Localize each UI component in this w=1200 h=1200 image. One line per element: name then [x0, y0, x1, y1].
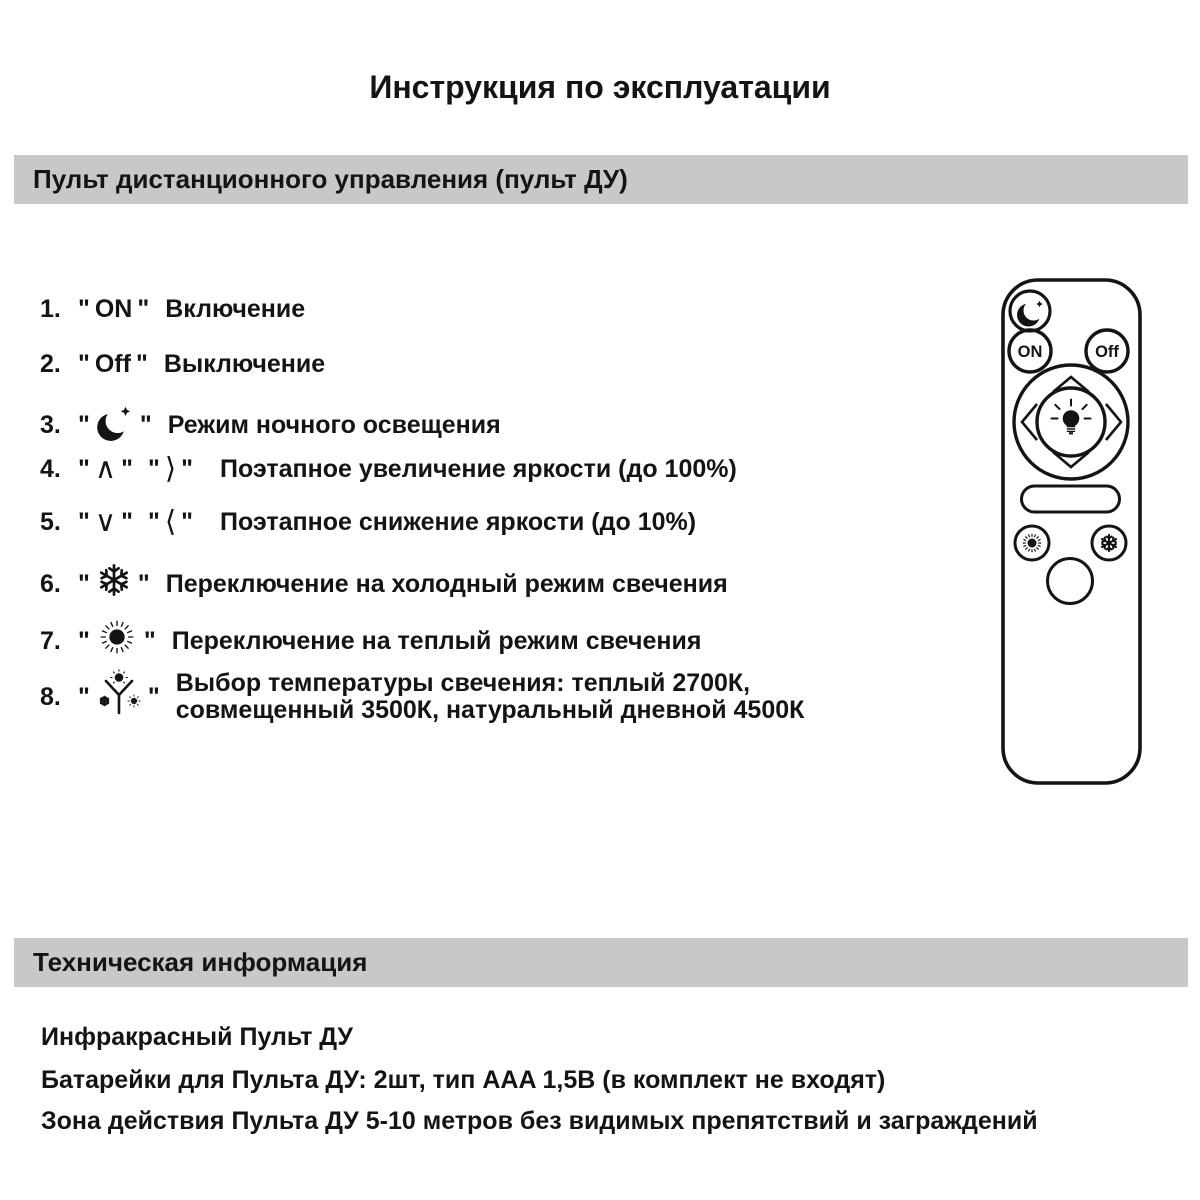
quote-mark: " [137, 569, 150, 598]
remote-dpad [1014, 365, 1128, 479]
down-arrow-icon: ∨ [94, 506, 117, 538]
quote-mark: " [121, 508, 133, 536]
quote-mark: " [78, 569, 90, 598]
section-header-tech-label: Техническая информация [33, 947, 368, 977]
quote-mark: " [135, 350, 148, 378]
item-number: 6. [40, 569, 61, 598]
section-header-tech [14, 938, 1188, 987]
remote-warm-mode-button [1015, 526, 1049, 560]
color-temperature-icon [96, 668, 142, 725]
instruction-item-cool-mode [40, 562, 728, 605]
item-description-line2: совмещенный 3500К, натуральный дневной 4500К [175, 695, 805, 724]
off-label: Off [94, 350, 131, 378]
snowflake-icon [1102, 535, 1116, 551]
on-label: ON [94, 295, 133, 323]
item-number: 8. [40, 682, 61, 711]
item-number: 7. [40, 626, 61, 655]
item-description: Режим ночного освещения [167, 410, 501, 439]
snowflake-icon [96, 562, 132, 605]
remote-on-button [1009, 330, 1051, 372]
instruction-item-off [40, 349, 325, 379]
item-number: 3. [40, 410, 61, 439]
instruction-item-brightness-up [40, 454, 737, 484]
instruction-item-warm-mode [40, 616, 701, 665]
quote-mark: " [139, 410, 152, 439]
remote-cool-mode-button [1092, 526, 1126, 560]
remote-control-illustration [999, 276, 1144, 787]
instruction-item-night-mode [40, 400, 501, 449]
up-arrow-icon: ∧ [94, 453, 117, 485]
quote-mark: " [181, 455, 193, 483]
quote-mark: " [78, 455, 90, 483]
warm-sun-icon [96, 616, 138, 665]
crescent-moon-icon [96, 400, 134, 449]
right-arrow-icon [1106, 404, 1121, 440]
item-description: Переключение на теплый режим свечения [171, 626, 702, 655]
tech-line-range: Зона действия Пульта ДУ 5-10 метров без видимых препятствий и заграждений [41, 1107, 1038, 1135]
quote-mark: " [143, 626, 156, 655]
light-bulb-icon [1052, 400, 1091, 435]
instruction-item-temperature-select [40, 668, 936, 725]
item-description: Включение [165, 295, 306, 323]
item-description: Поэтапное увеличение яркости (до 100%) [220, 455, 737, 483]
quote-mark: " [181, 508, 193, 536]
quote-mark: " [78, 682, 90, 711]
section-header-remote [14, 155, 1188, 204]
quote-mark: " [147, 508, 160, 536]
tech-line-batteries: Батарейки для Пульта ДУ: 2шт, тип AAA 1,5В (в комплект не входят) [41, 1066, 886, 1094]
page-title: Инструкция по эксплуатации [369, 69, 831, 105]
remote-pill-button [1022, 486, 1120, 512]
remote-night-mode-button [1010, 291, 1050, 331]
item-description: Переключение на холодный режим свечения [165, 569, 728, 598]
quote-mark: " [78, 410, 90, 439]
quote-mark: " [137, 295, 150, 323]
item-description [176, 670, 936, 724]
right-arrow-icon: ⟩ [164, 453, 177, 485]
quote-mark: " [121, 455, 133, 483]
item-description: Выключение [163, 350, 326, 378]
quote-mark: " [147, 455, 160, 483]
item-number: 4. [40, 455, 61, 483]
quote-mark: " [78, 350, 90, 378]
remote-off-button-label: Off [1095, 343, 1119, 361]
quote-mark: " [147, 682, 160, 711]
quote-mark: " [78, 508, 90, 536]
item-description-line1: Выбор температуры свечения: теплый 2700К, [175, 668, 751, 697]
instruction-item-brightness-down [40, 507, 696, 537]
warm-sun-icon [1023, 534, 1042, 553]
item-number: 1. [40, 295, 61, 323]
item-number: 5. [40, 508, 61, 536]
item-description: Поэтапное снижение яркости (до 10%) [220, 508, 697, 536]
quote-mark: " [78, 626, 90, 655]
section-header-remote-label: Пульт дистанционного управления (пульт ДУ) [33, 164, 628, 194]
item-number: 2. [40, 350, 61, 378]
tech-line-ir-remote: Инфракрасный Пульт ДУ [41, 1023, 353, 1051]
left-arrow-icon: ⟨ [164, 506, 177, 538]
quote-mark: " [78, 295, 90, 323]
remote-off-button [1086, 330, 1128, 372]
left-arrow-icon [1022, 404, 1037, 440]
remote-round-button [1048, 559, 1093, 604]
remote-on-button-label: ON [1017, 343, 1043, 361]
instruction-item-on [40, 294, 305, 324]
